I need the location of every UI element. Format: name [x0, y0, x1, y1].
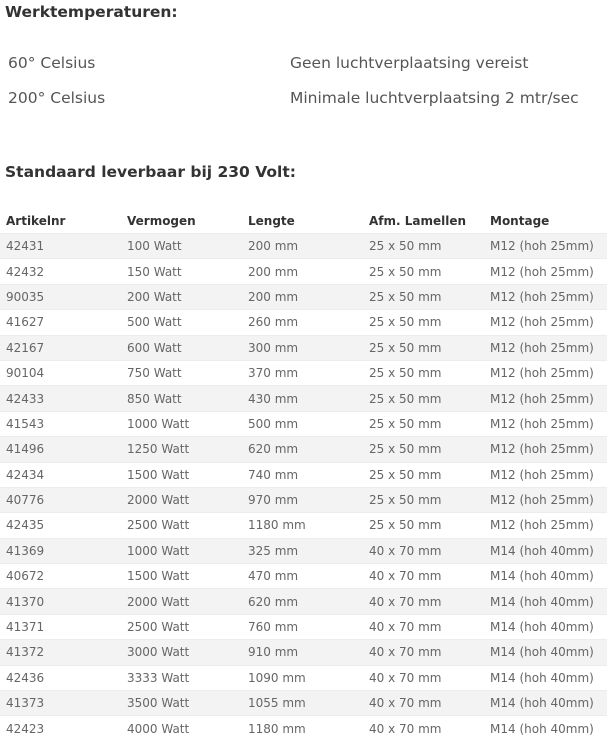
header-artikelnr: Artikelnr [6, 214, 66, 228]
afm-lamellen-cell: 40 x 70 mm [363, 538, 484, 563]
artikelnr-cell: 42433 [0, 386, 121, 411]
montage-cell: M14 (hoh 40mm) [484, 665, 607, 690]
artikelnr-cell: 90035 [0, 284, 121, 309]
lengte-cell: 910 mm [242, 640, 363, 665]
montage-cell: M14 (hoh 40mm) [484, 564, 607, 589]
afm-lamellen-cell: 25 x 50 mm [363, 462, 484, 487]
afm-lamellen-cell: 25 x 50 mm [363, 386, 484, 411]
afm-lamellen-cell: 40 x 70 mm [363, 665, 484, 690]
afm-lamellen-cell: 25 x 50 mm [363, 259, 484, 284]
montage-cell: M12 (hoh 25mm) [484, 360, 607, 385]
table-header-row [0, 209, 607, 234]
artikelnr-cell: 41371 [0, 614, 121, 639]
vermogen-cell: 1000 Watt [121, 538, 242, 563]
montage-cell: M12 (hoh 25mm) [484, 513, 607, 538]
vermogen-cell: 2000 Watt [121, 487, 242, 512]
lengte-cell: 760 mm [242, 614, 363, 639]
table-row [0, 284, 607, 309]
artikelnr-cell: 41496 [0, 437, 121, 462]
table-row [0, 589, 607, 614]
artikelnr-cell: 42432 [0, 259, 121, 284]
spec-table [0, 209, 607, 741]
vermogen-cell: 2500 Watt [121, 513, 242, 538]
vermogen-cell: 850 Watt [121, 386, 242, 411]
afm-lamellen-cell: 40 x 70 mm [363, 691, 484, 716]
lengte-cell: 200 mm [242, 284, 363, 309]
temp-value-60: 60° Celsius [8, 54, 96, 72]
temp-value-200: 200° Celsius [8, 89, 106, 107]
artikelnr-cell: 42167 [0, 335, 121, 360]
table-row [0, 513, 607, 538]
lengte-cell: 325 mm [242, 538, 363, 563]
vermogen-cell: 200 Watt [121, 284, 242, 309]
lengte-cell: 500 mm [242, 411, 363, 436]
afm-lamellen-cell: 25 x 50 mm [363, 411, 484, 436]
vermogen-cell: 150 Watt [121, 259, 242, 284]
artikelnr-cell: 41543 [0, 411, 121, 436]
header-montage: Montage [490, 214, 550, 228]
vermogen-cell: 4000 Watt [121, 716, 242, 741]
vermogen-cell: 500 Watt [121, 310, 242, 335]
montage-cell: M14 (hoh 40mm) [484, 589, 607, 614]
montage-cell: M14 (hoh 40mm) [484, 538, 607, 563]
montage-cell: M12 (hoh 25mm) [484, 437, 607, 462]
werktemperaturen-heading: Werktemperaturen: [5, 3, 178, 21]
afm-lamellen-cell: 40 x 70 mm [363, 640, 484, 665]
table-row [0, 538, 607, 563]
table-row [0, 691, 607, 716]
lengte-cell: 300 mm [242, 335, 363, 360]
montage-cell: M12 (hoh 25mm) [484, 259, 607, 284]
lengte-cell: 620 mm [242, 437, 363, 462]
header-vermogen: Vermogen [127, 214, 196, 228]
vermogen-cell: 3500 Watt [121, 691, 242, 716]
vermogen-cell: 1000 Watt [121, 411, 242, 436]
montage-cell: M12 (hoh 25mm) [484, 335, 607, 360]
table-row [0, 310, 607, 335]
artikelnr-cell: 42435 [0, 513, 121, 538]
afm-lamellen-cell: 25 x 50 mm [363, 360, 484, 385]
vermogen-cell: 3000 Watt [121, 640, 242, 665]
afm-lamellen-cell: 25 x 50 mm [363, 513, 484, 538]
montage-cell: M14 (hoh 40mm) [484, 640, 607, 665]
table-row [0, 360, 607, 385]
lengte-cell: 430 mm [242, 386, 363, 411]
lengte-cell: 200 mm [242, 234, 363, 259]
table-row [0, 411, 607, 436]
table-row [0, 614, 607, 639]
vermogen-cell: 1500 Watt [121, 564, 242, 589]
lengte-cell: 620 mm [242, 589, 363, 614]
temp-desc-60: Geen luchtverplaatsing vereist [290, 54, 529, 72]
afm-lamellen-cell: 25 x 50 mm [363, 437, 484, 462]
lengte-cell: 970 mm [242, 487, 363, 512]
vermogen-cell: 750 Watt [121, 360, 242, 385]
artikelnr-cell: 42423 [0, 716, 121, 741]
table-row [0, 665, 607, 690]
table-row [0, 716, 607, 741]
afm-lamellen-cell: 40 x 70 mm [363, 564, 484, 589]
vermogen-cell: 1500 Watt [121, 462, 242, 487]
table-row [0, 386, 607, 411]
artikelnr-cell: 41370 [0, 589, 121, 614]
table-row [0, 462, 607, 487]
lengte-cell: 370 mm [242, 360, 363, 385]
montage-cell: M12 (hoh 25mm) [484, 487, 607, 512]
vermogen-cell: 600 Watt [121, 335, 242, 360]
header-afm-lamellen: Afm. Lamellen [369, 214, 467, 228]
table-row [0, 234, 607, 259]
montage-cell: M12 (hoh 25mm) [484, 386, 607, 411]
afm-lamellen-cell: 40 x 70 mm [363, 589, 484, 614]
montage-cell: M12 (hoh 25mm) [484, 284, 607, 309]
lengte-cell: 260 mm [242, 310, 363, 335]
table-row [0, 564, 607, 589]
table-row [0, 487, 607, 512]
artikelnr-cell: 41627 [0, 310, 121, 335]
header-lengte: Lengte [248, 214, 295, 228]
montage-cell: M14 (hoh 40mm) [484, 716, 607, 741]
afm-lamellen-cell: 40 x 70 mm [363, 716, 484, 741]
artikelnr-cell: 41369 [0, 538, 121, 563]
artikelnr-cell: 90104 [0, 360, 121, 385]
montage-cell: M12 (hoh 25mm) [484, 234, 607, 259]
montage-cell: M14 (hoh 40mm) [484, 614, 607, 639]
montage-cell: M12 (hoh 25mm) [484, 310, 607, 335]
artikelnr-cell: 42434 [0, 462, 121, 487]
vermogen-cell: 3333 Watt [121, 665, 242, 690]
table-row [0, 640, 607, 665]
artikelnr-cell: 42436 [0, 665, 121, 690]
afm-lamellen-cell: 25 x 50 mm [363, 487, 484, 512]
artikelnr-cell: 40672 [0, 564, 121, 589]
lengte-cell: 1180 mm [242, 513, 363, 538]
vermogen-cell: 1250 Watt [121, 437, 242, 462]
lengte-cell: 470 mm [242, 564, 363, 589]
table-row [0, 335, 607, 360]
afm-lamellen-cell: 25 x 50 mm [363, 310, 484, 335]
afm-lamellen-cell: 25 x 50 mm [363, 234, 484, 259]
artikelnr-cell: 40776 [0, 487, 121, 512]
montage-cell: M12 (hoh 25mm) [484, 462, 607, 487]
vermogen-cell: 100 Watt [121, 234, 242, 259]
vermogen-cell: 2000 Watt [121, 589, 242, 614]
lengte-cell: 1055 mm [242, 691, 363, 716]
artikelnr-cell: 41373 [0, 691, 121, 716]
afm-lamellen-cell: 25 x 50 mm [363, 335, 484, 360]
artikelnr-cell: 41372 [0, 640, 121, 665]
table-row [0, 259, 607, 284]
table-row [0, 437, 607, 462]
artikelnr-cell: 42431 [0, 234, 121, 259]
montage-cell: M12 (hoh 25mm) [484, 411, 607, 436]
afm-lamellen-cell: 25 x 50 mm [363, 284, 484, 309]
afm-lamellen-cell: 40 x 70 mm [363, 614, 484, 639]
lengte-cell: 740 mm [242, 462, 363, 487]
lengte-cell: 1090 mm [242, 665, 363, 690]
standaard-heading: Standaard leverbaar bij 230 Volt: [5, 163, 296, 181]
temp-desc-200: Minimale luchtverplaatsing 2 mtr/sec [290, 89, 579, 107]
lengte-cell: 1180 mm [242, 716, 363, 741]
montage-cell: M14 (hoh 40mm) [484, 691, 607, 716]
vermogen-cell: 2500 Watt [121, 614, 242, 639]
lengte-cell: 200 mm [242, 259, 363, 284]
